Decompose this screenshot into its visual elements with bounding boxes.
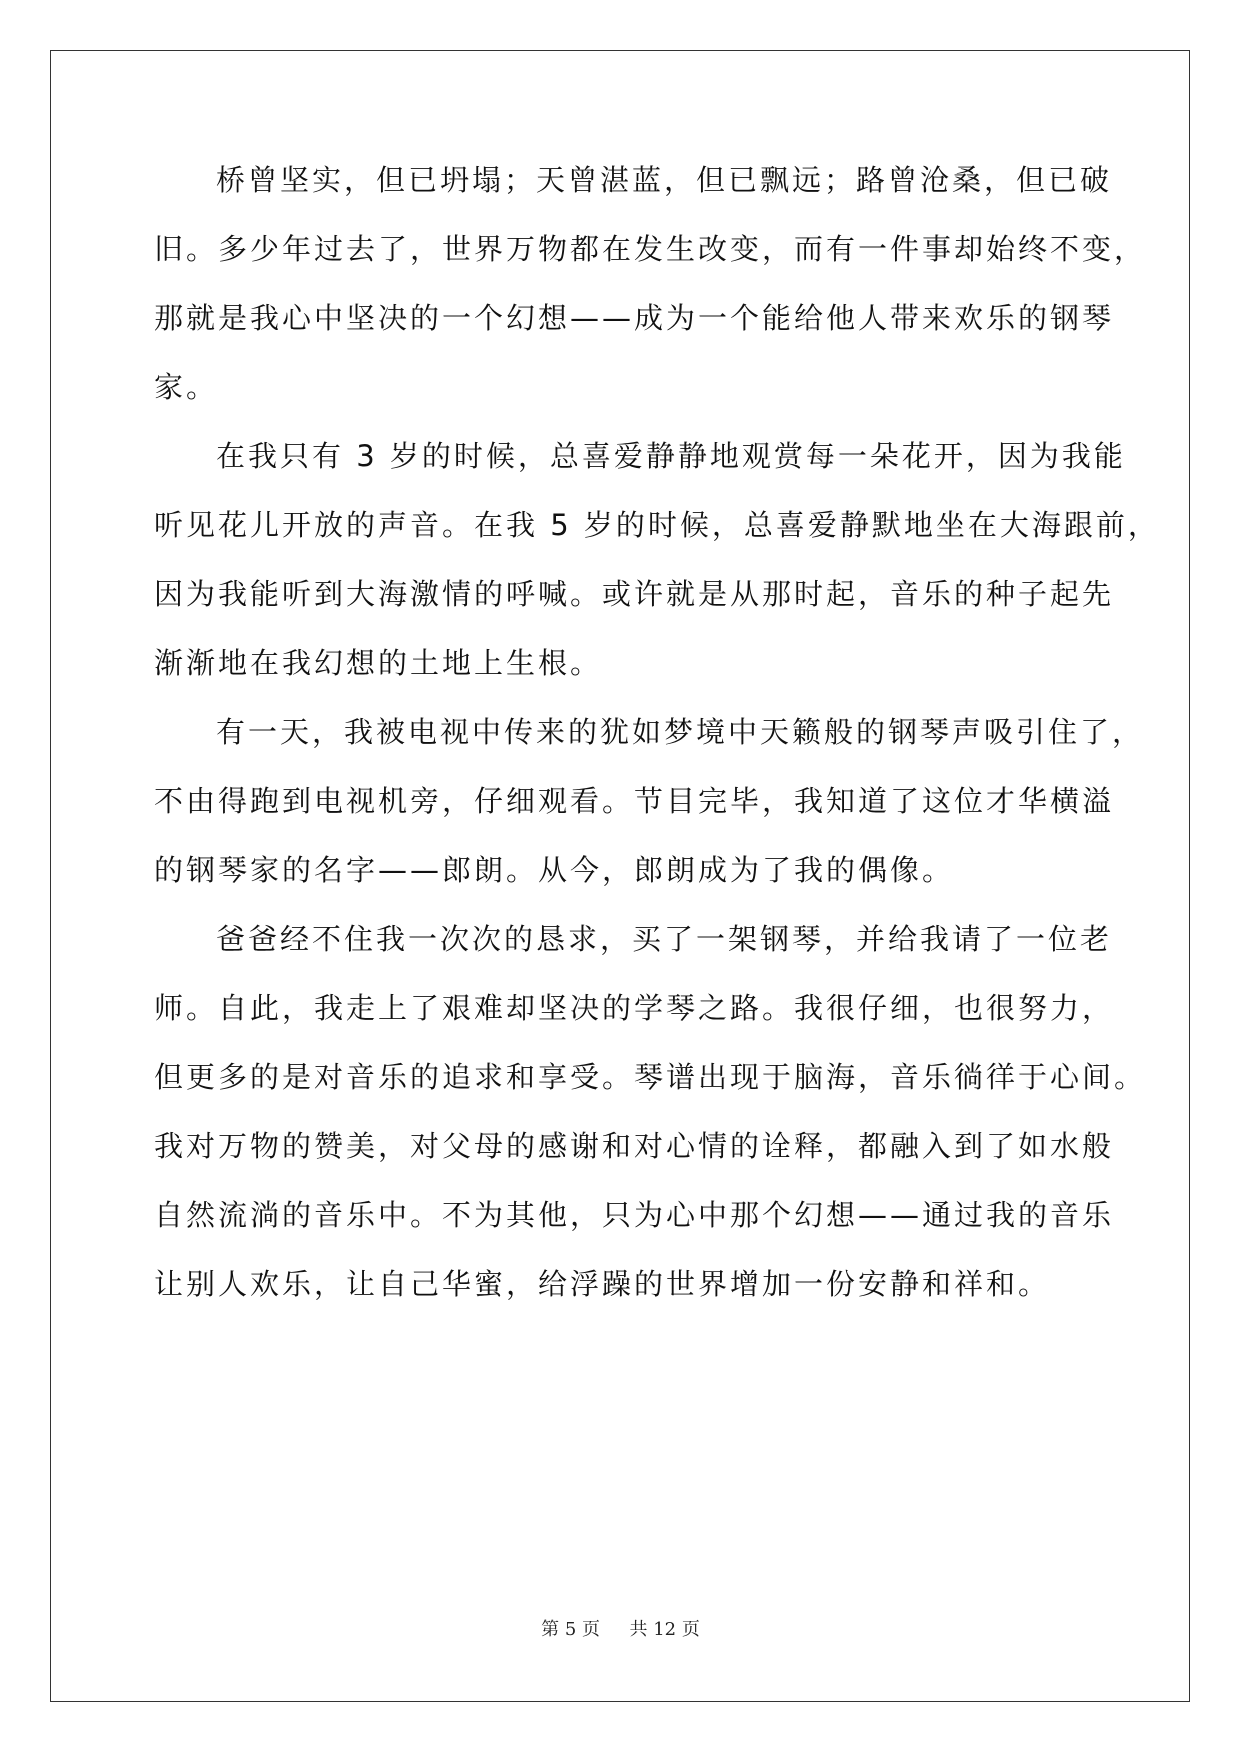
page-footer bbox=[0, 1618, 1241, 1642]
paragraph-2-line-4: 渐渐地在我幻想的土地上生根。 bbox=[154, 646, 603, 680]
paragraph-1-line-1: 桥曾坚实，但已坍塌；天曾湛蓝，但已飘远；路曾沧桑，但已破 bbox=[216, 163, 1113, 197]
paragraph-4-line-4: 我对万物的赞美，对父母的感谢和对心情的诠释，都融入到了如水般 bbox=[154, 1129, 1115, 1163]
paragraph-4-line-2: 师。自此，我走上了艰难却坚决的学琴之路。我很仔细，也很努力， bbox=[154, 991, 1115, 1025]
paragraph-1-line-4: 家。 bbox=[154, 370, 219, 404]
paragraph-4-line-3: 但更多的是对音乐的追求和享受。琴谱出现于脑海，音乐徜徉于心间。 bbox=[154, 1060, 1147, 1094]
paragraph-4-line-6: 让别人欢乐，让自己华蜜，给浮躁的世界增加一份安静和祥和。 bbox=[154, 1267, 1051, 1301]
paragraph-4-line-1: 爸爸经不住我一次次的恳求，买了一架钢琴，并给我请了一位老 bbox=[216, 922, 1113, 956]
paragraph-2-line-1: 在我只有 3 岁的时候，总喜爱静静地观赏每一朵花开，因为我能 bbox=[216, 439, 1126, 473]
paragraph-4-line-5: 自然流淌的音乐中。不为其他，只为心中那个幻想——通过我的音乐 bbox=[154, 1198, 1115, 1232]
paragraph-3-line-2: 不由得跑到电视机旁，仔细观看。节目完毕，我知道了这位才华横溢 bbox=[154, 784, 1115, 818]
page-total: 共 12 页 bbox=[629, 1619, 700, 1640]
paragraph-1-line-2: 旧。多少年过去了，世界万物都在发生改变，而有一件事却始终不变， bbox=[154, 232, 1147, 266]
paragraph-2-line-2: 听见花儿开放的声音。在我 5 岁的时候，总喜爱静默地坐在大海跟前， bbox=[154, 508, 1160, 542]
paragraph-3-line-1: 有一天，我被电视中传来的犹如梦境中天籁般的钢琴声吸引住了， bbox=[216, 715, 1145, 749]
page-number: 第 5 页 bbox=[541, 1619, 601, 1640]
paragraph-3-line-3: 的钢琴家的名字——郎朗。从今，郎朗成为了我的偶像。 bbox=[154, 853, 955, 887]
paragraph-1-line-3: 那就是我心中坚决的一个幻想——成为一个能给他人带来欢乐的钢琴 bbox=[154, 301, 1115, 335]
paragraph-2-line-3: 因为我能听到大海激情的呼喊。或许就是从那时起，音乐的种子起先 bbox=[154, 577, 1115, 611]
